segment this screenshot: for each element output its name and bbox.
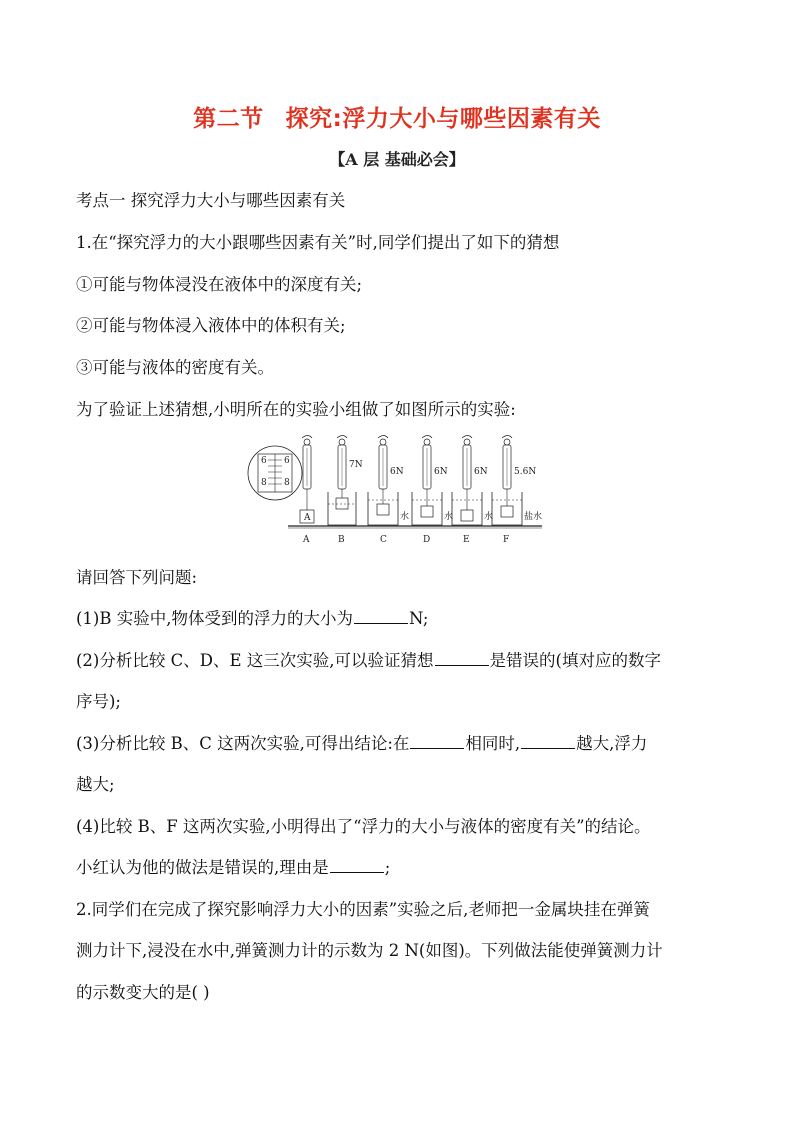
label-b: B (338, 535, 345, 545)
liquid-label-e: 水 (484, 512, 494, 522)
q1-stem: 1.在“探究浮力的大小跟哪些因素有关”时,同学们提出了如下的猜想 (76, 233, 560, 252)
kaodian-heading: 考点一 探究浮力大小与哪些因素有关 (76, 191, 346, 210)
q1-part-3-tail: 越大,浮力 (576, 734, 648, 753)
q1-part-4-end: ; (384, 858, 391, 877)
page-title (0, 100, 794, 133)
liquid-label-c: 水 (400, 512, 410, 522)
q1-part-2-text: (2)分析比较 C、D、E 这三次实验,可以验证猜想 (76, 651, 434, 670)
dial-num-right-top: 6 (284, 456, 290, 466)
q1-intro: 为了验证上述猜想,小明所在的实验小组做了如图所示的实验: (76, 400, 516, 419)
reading-f: 5.6N (514, 467, 537, 477)
dial-num-left-bottom: 8 (261, 478, 267, 488)
q1-guess-1: ①可能与物体浸没在液体中的深度有关; (76, 275, 363, 294)
liquid-label-f: 盐水 (524, 512, 543, 522)
spring-scale-d (412, 436, 448, 526)
answer-blank[interactable] (330, 856, 384, 873)
q1-part-1 (76, 607, 428, 631)
q1-part-2-tail: 是错误的(填对应的数字 (489, 651, 661, 670)
spring-scale-a (300, 436, 314, 524)
reading-b: 7N (349, 460, 363, 470)
block-label: A (304, 513, 311, 523)
label-f: F (503, 535, 510, 545)
q1-part-4-text: 小红认为他的做法是错误的,理由是 (76, 858, 329, 877)
label-c: C (380, 535, 387, 545)
q2-line-1: 2.同学们在完成了探究影响浮力大小的因素”实验之后,老师把一金属块挂在弹簧 (76, 900, 650, 919)
level-heading: 【A 层 基础必会】 (329, 150, 465, 169)
dial-num-left-top: 6 (261, 456, 267, 466)
label-e: E (463, 535, 470, 545)
q1-part-2-cont: 序号); (76, 692, 121, 711)
label-a: A (303, 535, 310, 545)
q2-line-2: 测力计下,浸没在水中,弹簧测力计的示数为 2 N(如图)。下列做法能使弹簧测力计 (76, 941, 663, 960)
spring-scale-e (452, 436, 488, 526)
reading-d: 6N (434, 467, 448, 477)
answer-blank[interactable] (354, 607, 408, 624)
spring-scale-b (328, 436, 363, 526)
q1-guess-3: ③可能与液体的密度有关。 (76, 358, 274, 377)
q1-part-4-reason (76, 856, 390, 880)
q2-line-3: 的示数变大的是( ) (76, 983, 210, 1002)
q1-part-3-cont: 越大; (76, 775, 115, 794)
reading-e: 6N (474, 467, 488, 477)
spring-scale-c (368, 436, 404, 526)
section-number: 第二节 (193, 106, 264, 132)
answer-blank[interactable] (435, 649, 489, 666)
q1-part-1-end: N; (409, 609, 429, 628)
q1-part-3 (76, 732, 647, 756)
dial-num-right-bottom: 8 (284, 478, 290, 488)
q1-part-4: (4)比较 B、F 这两次实验,小明得出了“浮力的大小与液体的密度有关”的结论。 (76, 817, 651, 836)
q1-ask: 请回答下列问题: (76, 568, 198, 587)
experiment-figure (240, 430, 560, 555)
experiment-diagram (240, 430, 560, 555)
q1-guess-2: ②可能与物体浸入液体中的体积有关; (76, 316, 346, 335)
q1-part-1-text: (1)B 实验中,物体受到的浮力的大小为 (76, 609, 353, 628)
reading-c: 6N (390, 467, 404, 477)
q1-part-3-text: (3)分析比较 B、C 这两次实验,可得出结论:在 (76, 734, 410, 753)
answer-blank[interactable] (521, 732, 575, 749)
answer-blank[interactable] (410, 732, 464, 749)
label-d: D (423, 535, 431, 545)
q1-part-3-mid: 相同时, (465, 734, 521, 753)
q1-part-2 (76, 649, 661, 673)
liquid-label-d: 水 (444, 512, 454, 522)
section-topic: 探究:浮力大小与哪些因素有关 (285, 106, 601, 132)
